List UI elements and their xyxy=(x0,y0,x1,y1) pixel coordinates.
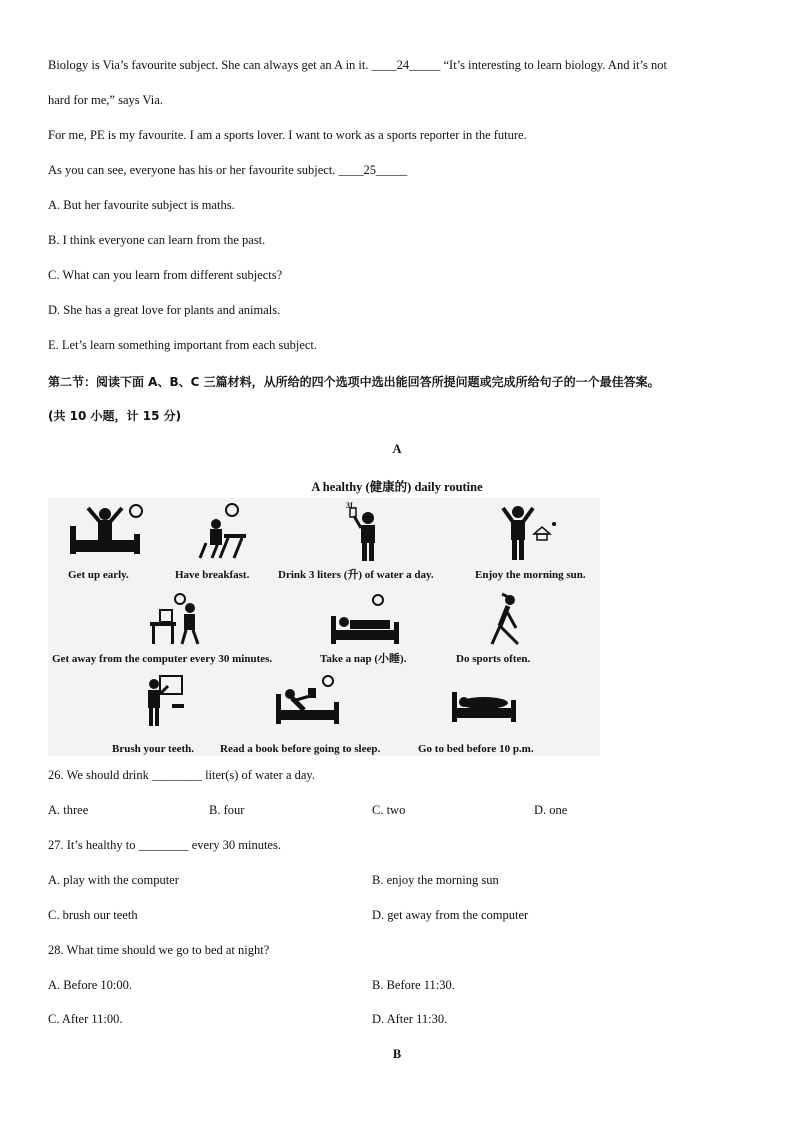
daily-routine-picture xyxy=(48,498,600,756)
q27-option-b: B. enjoy the morning sun xyxy=(372,873,499,887)
passage-a-letter: A xyxy=(392,442,402,456)
blank-24: ____24_____ xyxy=(371,58,441,72)
caption-morning-sun: Enjoy the morning sun. xyxy=(475,569,586,581)
passage-line-4 xyxy=(48,163,407,178)
q28-option-a: A. Before 10:00. xyxy=(48,978,133,992)
q26-option-d: D. one xyxy=(534,803,568,817)
caption-nap: Take a nap (小睡). xyxy=(320,653,407,665)
choice-e: E. Let’s learn something important from each subject. xyxy=(48,338,318,352)
choice-a: A. But her favourite subject is maths. xyxy=(48,198,235,212)
question-26: 26. We should drink ________ liter(s) of water a day. xyxy=(48,768,315,782)
caption-breakfast: Have breakfast. xyxy=(175,569,250,581)
passage-line-3: For me, PE is my favourite. I am a sports lover. I want to work as a sports reporter in the future. xyxy=(48,128,527,142)
q26-option-c: C. two xyxy=(372,803,406,817)
passage-text: As you can see, everyone has his or her favourite subject. xyxy=(48,163,339,177)
passage-a-title: A healthy (健康的) daily routine xyxy=(311,480,483,494)
q28-option-c: C. After 11:00. xyxy=(48,1012,123,1026)
choice-c: C. What can you learn from different subjects? xyxy=(48,268,283,282)
liters-label: 3L xyxy=(346,501,356,510)
q26-option-b: B. four xyxy=(209,803,245,817)
passage-text: Biology is Via’s favourite subject. She can always get an A in it. xyxy=(48,58,372,72)
caption-brush-teeth: Brush your teeth. xyxy=(112,743,194,755)
q27-option-c: C. brush our teeth xyxy=(48,908,138,922)
passage-b-letter: B xyxy=(392,1047,402,1061)
q28-option-b: B. Before 11:30. xyxy=(372,978,455,992)
question-27: 27. It’s healthy to ________ every 30 minutes. xyxy=(48,838,281,852)
blank-25: ____25_____ xyxy=(338,163,408,177)
caption-computer: Get away from the computer every 30 minutes. xyxy=(52,653,273,665)
caption-get-up: Get up early. xyxy=(68,569,129,581)
q27-option-d: D. get away from the computer xyxy=(372,908,529,922)
caption-read-book: Read a book before going to sleep. xyxy=(220,743,381,755)
q28-option-d: D. After 11:30. xyxy=(372,1012,448,1026)
passage-line-2: hard for me,” says Via. xyxy=(48,93,163,107)
passage-line-1 xyxy=(48,58,667,73)
caption-go-to-bed: Go to bed before 10 p.m. xyxy=(418,743,534,755)
caption-drink-water: Drink 3 liters (升) of water a day. xyxy=(278,569,434,581)
section-instruction: 第二节：阅读下面 A、B、C 三篇材料，从所给的四个选项中选出能回答所提问题或完成所给句子的一个最佳答案。 xyxy=(48,375,660,389)
caption-sports: Do sports often. xyxy=(456,653,531,665)
section-count: (共 10 小题，计 15 分) xyxy=(48,409,182,423)
q26-option-a: A. three xyxy=(48,803,89,817)
choice-d: D. She has a great love for plants and animals. xyxy=(48,303,281,317)
choice-b: B. I think everyone can learn from the past. xyxy=(48,233,266,247)
question-28: 28. What time should we go to bed at night? xyxy=(48,943,270,957)
q27-option-a: A. play with the computer xyxy=(48,873,179,887)
passage-text: “It’s interesting to learn biology. And it’s not xyxy=(440,58,667,72)
